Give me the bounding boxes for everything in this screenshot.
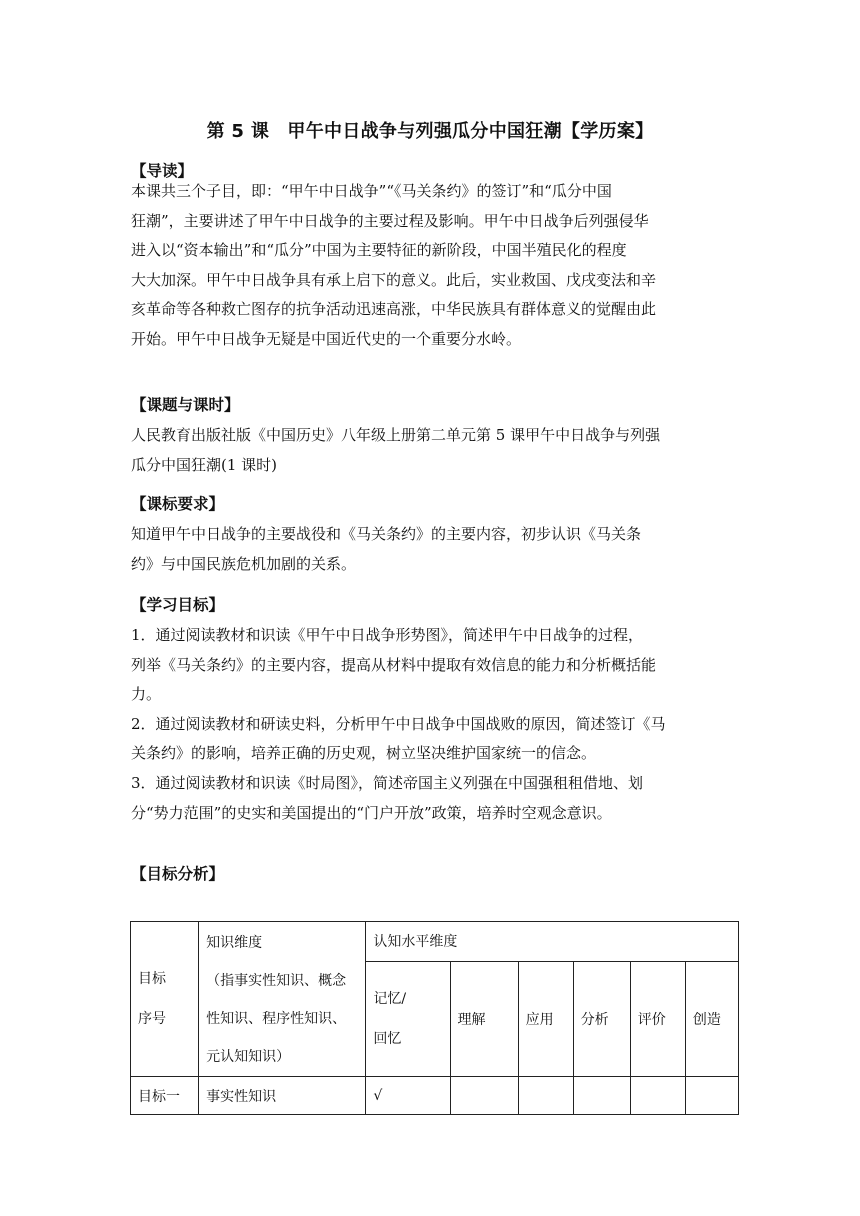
level-remember-header: [366, 961, 450, 1076]
guide-paragraph: [131, 177, 731, 355]
section-heading-guide: 【导读】: [131, 162, 194, 180]
text-line: 大大加深。甲午中日战争具有承上启下的意义。此后，实业救国、戊戌变法和辛: [131, 270, 657, 289]
text-line: 列举《马关条约》的主要内容，提高从材料中提取有效信息的能力和分析概括能: [131, 655, 657, 674]
header-text: 回忆: [373, 1030, 402, 1047]
header-text: （指事实性知识、概念: [206, 973, 347, 989]
text-line: 亥革命等各种救亡图存的抗争活动迅速高涨，中华民族具有群体意义的觉醒由此: [131, 300, 657, 319]
text-line: 本课共三个子目，即：“甲午中日战争”“《马关条约》的签订”和“瓜分中国: [131, 182, 612, 200]
text-line: 约》与中国民族危机加剧的关系。: [131, 554, 357, 573]
text-line: 分“势力范围”的史实和美国提出的“门户开放”政策，培养时空观念意识。: [131, 803, 612, 822]
remember-cell: √: [366, 1077, 450, 1115]
knowledge-cell: 事实性知识: [199, 1077, 366, 1115]
apply-cell: [518, 1077, 573, 1115]
level-analyze-header: 分析: [573, 961, 630, 1076]
section-heading-topic: 【课题与课时】: [131, 396, 240, 414]
text-line: 2．通过阅读教材和研读史料，分析甲午中日战争中国战败的原因，简述签订《马: [131, 714, 666, 733]
cognitive-level-header: 认知水平维度: [366, 922, 739, 962]
header-text: 元认知知识）: [206, 1049, 291, 1065]
table-header-row: [131, 922, 739, 962]
table-row: [131, 1077, 739, 1115]
text-line: 狂潮”，主要讲述了甲午中日战争的主要过程及影响。甲午中日战争后列强侵华: [131, 211, 649, 230]
section-heading-analysis: 【目标分析】: [131, 865, 225, 883]
text-line: 人民教育出版社版《中国历史》八年级上册第二单元第 5 课甲午中日战争与列强: [131, 426, 661, 444]
text-line: 力。: [131, 685, 162, 704]
goals-paragraph: [131, 621, 731, 828]
analyze-cell: [573, 1077, 630, 1115]
standard-paragraph: [131, 520, 731, 579]
create-cell: [685, 1077, 738, 1115]
text-line: 知道甲午中日战争的主要战役和《马关条约》的主要内容，初步认识《马关条: [131, 525, 642, 543]
section-heading-standard: 【课标要求】: [131, 495, 225, 513]
header-text: 目标: [138, 971, 166, 987]
header-text: 知识维度: [206, 935, 263, 951]
text-line: 关条约》的影响，培养正确的历史观，树立坚决维护国家统一的信念。: [131, 744, 597, 763]
level-apply-header: 应用: [518, 961, 573, 1076]
header-text: 序号: [138, 1011, 166, 1027]
header-text: 性知识、程序性知识、: [206, 1011, 347, 1027]
goal-cell: 目标一: [131, 1077, 199, 1115]
knowledge-dimension-header: [199, 922, 366, 1077]
topic-paragraph: [131, 421, 731, 480]
header-text: 记忆/: [373, 990, 407, 1007]
level-evaluate-header: 评价: [630, 961, 685, 1076]
text-line: 进入以“资本输出”和“瓜分”中国为主要特征的新阶段，中国半殖民化的程度: [131, 241, 627, 260]
goal-number-header: [131, 922, 199, 1077]
evaluate-cell: [630, 1077, 685, 1115]
level-understand-header: 理解: [450, 961, 518, 1076]
text-line: 开始。甲午中日战争无疑是中国近代史的一个重要分水岭。: [131, 329, 522, 348]
text-line: 1．通过阅读教材和识读《甲午中日战争形势图》，简述甲午中日战争的过程，: [131, 626, 644, 644]
level-create-header: 创造: [685, 961, 738, 1076]
section-heading-goals: 【学习目标】: [131, 596, 225, 614]
text-line: 3．通过阅读教材和识读《时局图》，简述帝国主义列强在中国强租租借地、划: [131, 773, 644, 792]
page-title: 第 5 课 甲午中日战争与列强瓜分中国狂潮【学历案】: [206, 121, 654, 142]
understand-cell: [450, 1077, 518, 1115]
text-line: 瓜分中国狂潮(1 课时): [131, 455, 278, 474]
goal-analysis-table: [130, 921, 739, 1115]
